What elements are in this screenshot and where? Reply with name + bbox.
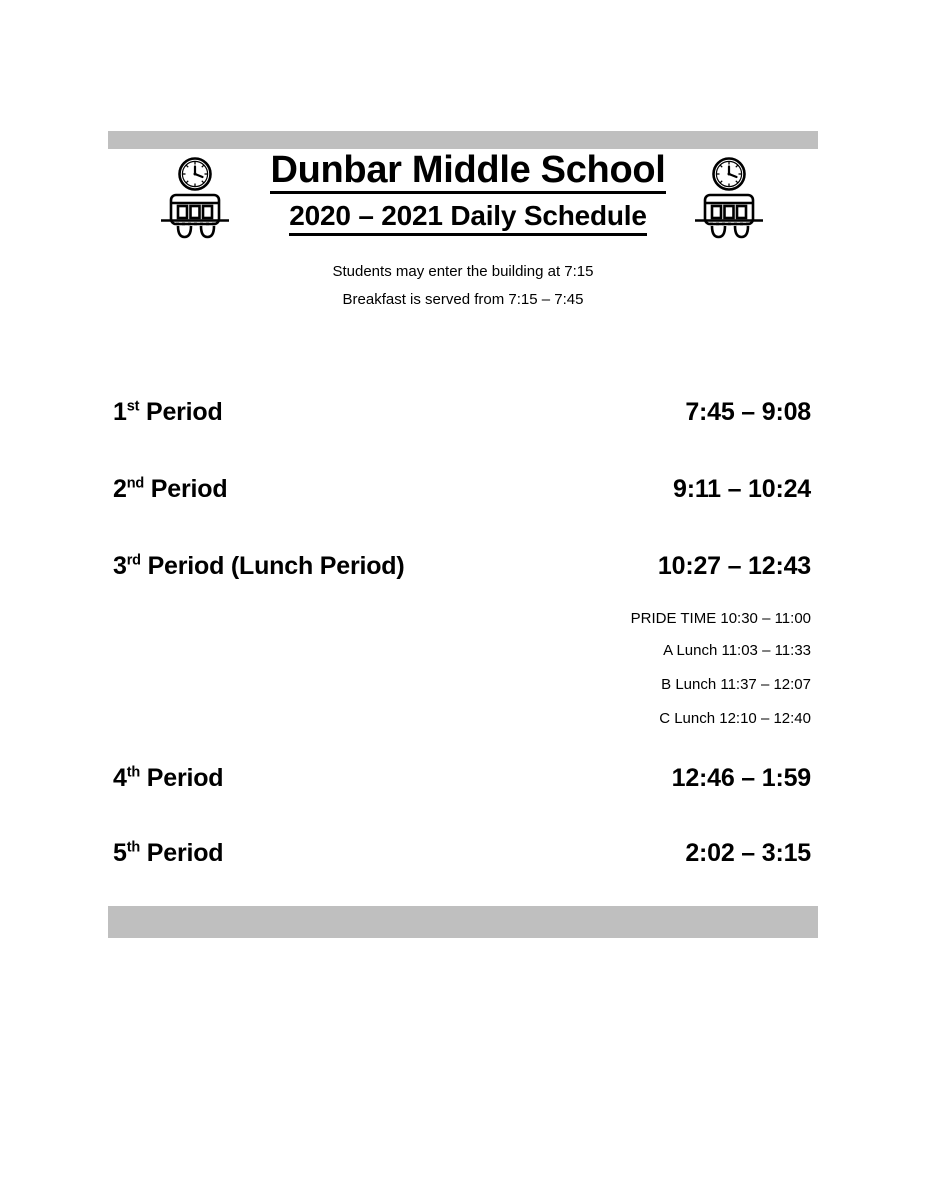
school-name: Dunbar Middle School	[270, 150, 665, 194]
schedule-row-period-4	[113, 764, 811, 793]
period-2-label: 2nd Period	[113, 475, 228, 503]
clock-over-school-bus-icon	[690, 154, 768, 242]
period-2-time: 9:11 – 10:24	[673, 475, 811, 503]
period-4-time: 12:46 – 1:59	[671, 764, 811, 792]
period-1-time: 7:45 – 9:08	[685, 398, 811, 426]
pride-time-line: PRIDE TIME 10:30 – 11:00	[630, 610, 811, 627]
title-block	[258, 150, 678, 236]
bottom-divider-bar	[108, 906, 818, 938]
period-5-time: 2:02 – 3:15	[685, 839, 811, 867]
period-4-label: 4th Period	[113, 764, 224, 792]
note-breakfast-time: Breakfast is served from 7:15 – 7:45	[342, 290, 584, 308]
period-3-time: 10:27 – 12:43	[657, 552, 811, 580]
b-lunch-line: B Lunch 11:37 – 12:07	[661, 676, 811, 693]
schedule-year-title: 2020 – 2021 Daily Schedule	[289, 201, 646, 235]
period-3-label: 3rd Period (Lunch Period)	[113, 552, 405, 580]
document-header	[108, 150, 818, 255]
top-divider-bar	[108, 131, 818, 149]
period-5-label: 5th Period	[113, 839, 224, 867]
schedule-row-period-2	[113, 475, 811, 504]
a-lunch-line: A Lunch 11:03 – 11:33	[663, 642, 811, 659]
period-1-label: 1st Period	[113, 398, 223, 426]
schedule-row-period-1	[113, 398, 811, 427]
c-lunch-line: C Lunch 12:10 – 12:40	[659, 710, 811, 727]
daily-schedule-list	[113, 398, 811, 868]
schedule-row-period-3	[113, 552, 811, 581]
arrival-notes	[108, 258, 818, 314]
schedule-row-period-5	[113, 839, 811, 868]
lunch-detail-block	[113, 611, 811, 726]
schedule-year-line	[258, 194, 678, 235]
note-entry-time: Students may enter the building at 7:15	[332, 263, 594, 280]
school-name-line	[258, 150, 678, 194]
clock-over-school-bus-icon	[156, 154, 234, 242]
